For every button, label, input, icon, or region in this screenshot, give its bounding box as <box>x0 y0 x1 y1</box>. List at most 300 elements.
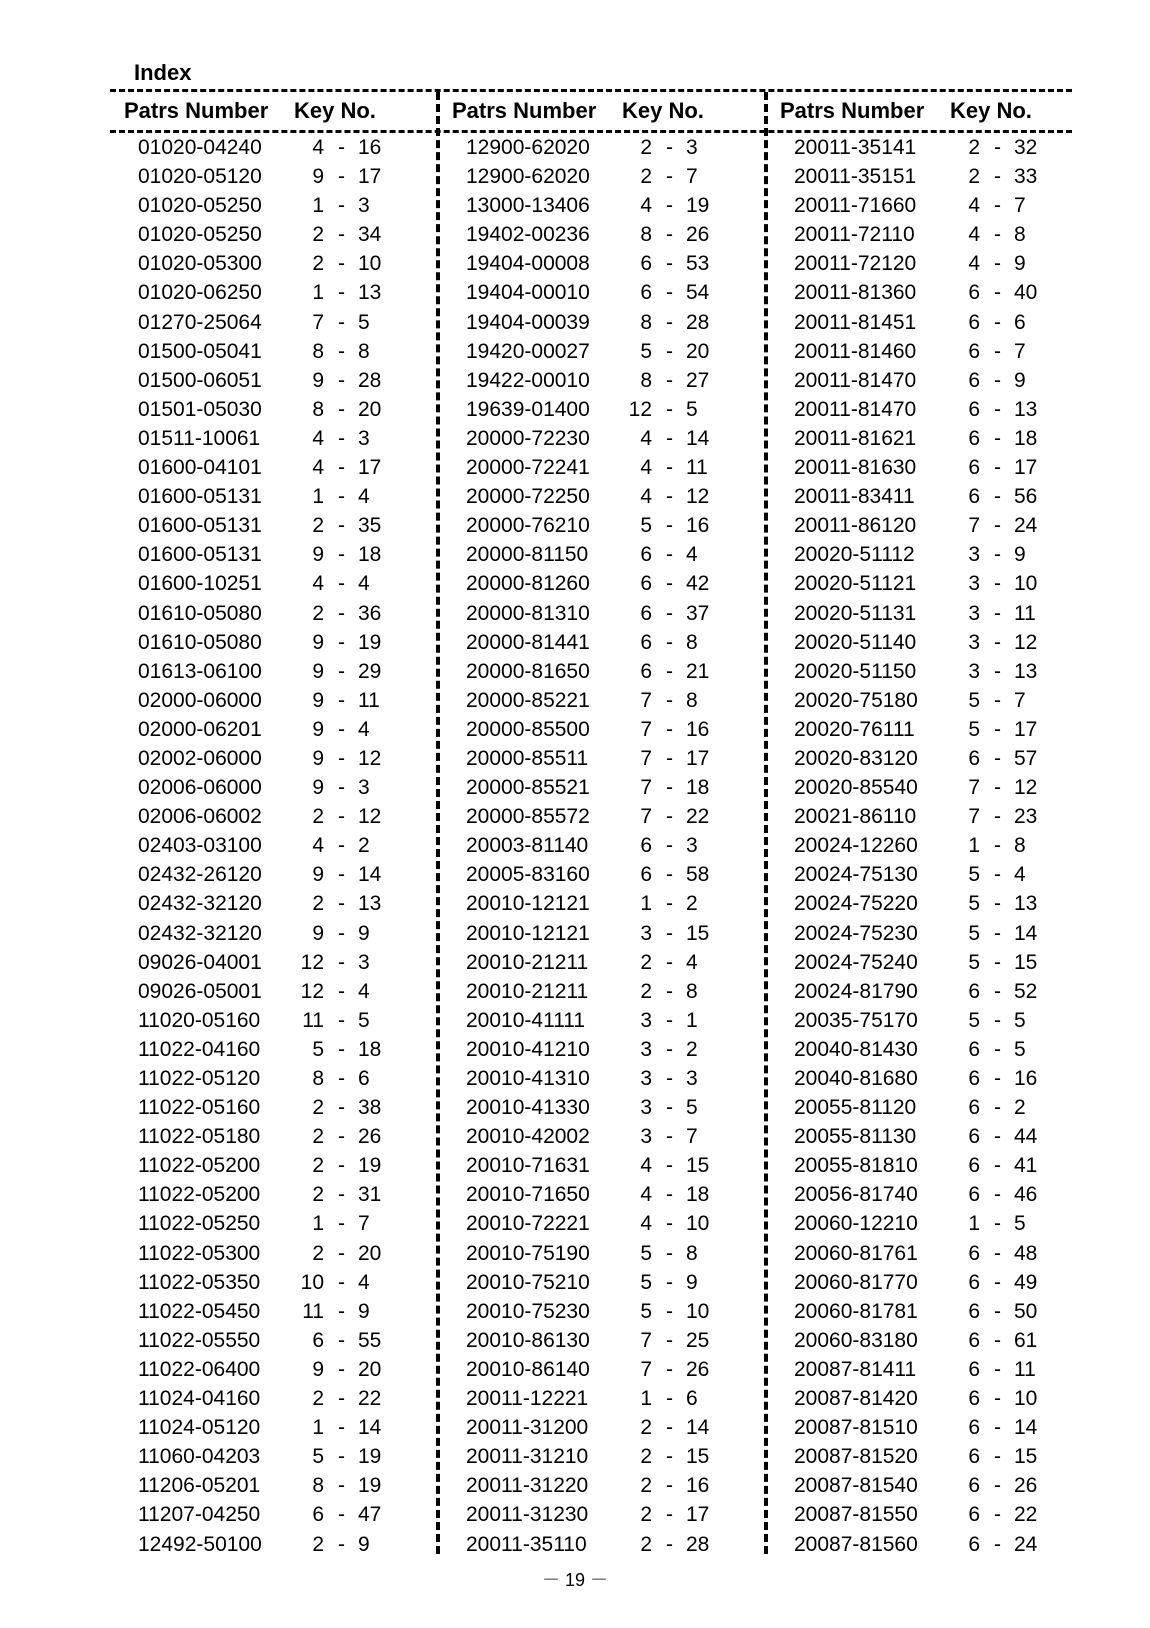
key-separator: - <box>994 1037 1001 1061</box>
key-item: 54 <box>686 281 710 305</box>
key-figure: 5 <box>968 1008 980 1032</box>
part-number: 11022-05250 <box>138 1212 261 1236</box>
key-separator: - <box>338 310 345 334</box>
key-item: 48 <box>1014 1241 1038 1265</box>
key-separator: - <box>666 1416 673 1440</box>
key-figure: 2 <box>640 979 652 1003</box>
key-figure: 4 <box>312 572 324 596</box>
key-figure: 2 <box>312 1125 324 1149</box>
key-separator: - <box>338 1125 345 1149</box>
part-number: 20011-31200 <box>466 1416 589 1440</box>
key-figure: 6 <box>968 1387 980 1411</box>
part-number: 11022-05200 <box>138 1183 261 1207</box>
part-number: 12492-50100 <box>138 1532 262 1556</box>
key-item: 6 <box>358 1067 370 1090</box>
part-number: 01020-05250 <box>138 223 262 247</box>
part-number: 01600-05131 <box>138 543 262 567</box>
key-separator: - <box>666 1067 673 1090</box>
part-number: 20020-51131 <box>794 601 917 625</box>
key-figure: 6 <box>968 1096 980 1120</box>
key-figure: 2 <box>640 1416 652 1440</box>
key-separator: - <box>994 776 1001 800</box>
key-item: 17 <box>358 165 382 189</box>
part-number: 20010-41330 <box>466 1096 590 1120</box>
key-figure: 3 <box>640 921 652 945</box>
key-separator: - <box>666 1037 673 1061</box>
key-item: 22 <box>1014 1503 1038 1527</box>
key-item: 3 <box>358 426 370 450</box>
key-figure: 6 <box>640 543 652 567</box>
key-separator: - <box>994 630 1001 654</box>
key-item: 17 <box>358 456 382 480</box>
key-figure: 6 <box>640 630 652 654</box>
key-separator: - <box>666 717 673 741</box>
key-separator: - <box>666 746 673 770</box>
key-figure: 11 <box>302 1008 324 1032</box>
key-separator: - <box>338 746 345 770</box>
key-separator: - <box>994 194 1001 218</box>
key-figure: 2 <box>312 514 324 538</box>
key-separator: - <box>338 776 345 800</box>
key-item: 27 <box>686 368 710 392</box>
part-number: 20020-75180 <box>794 688 918 712</box>
key-separator: - <box>994 1328 1001 1352</box>
key-figure: 4 <box>640 1212 652 1236</box>
part-number: 01501-05030 <box>138 397 262 421</box>
key-figure: 11 <box>302 1299 324 1323</box>
key-item: 52 <box>1014 979 1038 1003</box>
key-separator: - <box>994 456 1001 480</box>
part-number: 20087-81420 <box>794 1387 918 1411</box>
key-figure: 4 <box>312 834 324 858</box>
key-separator: - <box>994 339 1001 363</box>
key-item: 7 <box>358 1212 370 1236</box>
part-number: 20024-75220 <box>794 892 918 916</box>
key-separator: - <box>666 543 673 567</box>
key-figure: 7 <box>640 1357 652 1381</box>
key-figure: 6 <box>968 1125 980 1149</box>
key-item: 20 <box>358 1357 382 1381</box>
key-separator: - <box>666 1474 673 1498</box>
key-item: 9 <box>1014 252 1026 276</box>
part-number: 20020-51150 <box>794 659 917 683</box>
key-figure: 6 <box>968 1503 980 1527</box>
key-separator: - <box>338 165 345 189</box>
key-item: 7 <box>1014 339 1026 363</box>
key-figure: 3 <box>640 1008 652 1032</box>
key-figure: 1 <box>312 485 324 509</box>
key-item: 7 <box>1014 194 1026 218</box>
part-number: 20087-81560 <box>794 1532 918 1556</box>
key-number-header: Key No. <box>622 98 704 123</box>
part-number: 20000-72250 <box>466 485 590 509</box>
key-item: 1 <box>686 1008 698 1032</box>
key-item: 3 <box>358 194 370 218</box>
part-number: 20011-86120 <box>794 514 917 538</box>
key-separator: - <box>338 456 345 480</box>
part-number: 20010-42002 <box>466 1125 590 1149</box>
key-item: 47 <box>358 1503 382 1527</box>
key-item: 7 <box>686 165 698 189</box>
key-item: 14 <box>358 863 382 887</box>
key-item: 3 <box>686 136 698 159</box>
key-figure: 2 <box>312 223 324 247</box>
key-separator: - <box>338 339 345 363</box>
key-separator: - <box>994 1474 1001 1498</box>
part-number: 11060-04203 <box>138 1445 261 1469</box>
part-number: 20010-12121 <box>466 892 590 916</box>
key-separator: - <box>338 194 345 218</box>
key-figure: 6 <box>968 1328 980 1352</box>
key-item: 14 <box>1014 1416 1038 1440</box>
key-separator: - <box>994 1096 1001 1120</box>
key-figure: 2 <box>312 892 324 916</box>
part-number: 20010-21211 <box>466 950 589 974</box>
part-number: 20040-81680 <box>794 1067 918 1090</box>
key-item: 9 <box>358 921 370 945</box>
key-figure: 6 <box>968 1445 980 1469</box>
key-item: 18 <box>686 776 710 800</box>
key-figure: 5 <box>640 1299 652 1323</box>
key-figure: 12 <box>628 397 652 421</box>
key-item: 9 <box>1014 543 1026 567</box>
part-number: 20010-75190 <box>466 1241 590 1265</box>
key-separator: - <box>994 1357 1001 1381</box>
key-figure: 6 <box>968 1474 980 1498</box>
part-number: 20010-75210 <box>466 1270 590 1294</box>
key-figure: 6 <box>968 1416 980 1440</box>
key-separator: - <box>666 485 673 509</box>
part-number: 11022-05300 <box>138 1241 261 1265</box>
part-number: 20000-81650 <box>466 659 590 683</box>
part-number: 20010-75230 <box>466 1299 590 1323</box>
key-separator: - <box>666 659 673 683</box>
key-figure: 1 <box>968 1212 980 1236</box>
part-number: 02432-32120 <box>138 921 262 945</box>
key-item: 4 <box>686 950 698 974</box>
key-separator: - <box>666 776 673 800</box>
key-separator: - <box>994 368 1001 392</box>
key-item: 4 <box>1014 863 1026 887</box>
key-separator: - <box>338 426 345 450</box>
key-figure: 5 <box>312 1037 324 1061</box>
key-figure: 2 <box>968 165 980 189</box>
key-separator: - <box>338 368 345 392</box>
key-item: 53 <box>686 252 710 276</box>
key-figure: 8 <box>312 1474 324 1498</box>
key-separator: - <box>666 1212 673 1236</box>
key-separator: - <box>338 1416 345 1440</box>
part-number: 20010-72221 <box>466 1212 590 1236</box>
key-figure: 10 <box>300 1270 324 1294</box>
key-figure: 1 <box>312 281 324 305</box>
key-separator: - <box>338 1037 345 1061</box>
key-separator: - <box>338 1270 345 1294</box>
part-number: 20040-81430 <box>794 1037 918 1061</box>
key-item: 11 <box>358 688 380 712</box>
part-number: 20000-85521 <box>466 776 590 800</box>
key-item: 16 <box>686 514 710 538</box>
part-number: 20055-81810 <box>794 1154 918 1178</box>
key-figure: 5 <box>968 950 980 974</box>
key-figure: 5 <box>968 688 980 712</box>
key-item: 38 <box>358 1096 382 1120</box>
key-separator: - <box>666 630 673 654</box>
key-figure: 2 <box>312 1532 324 1556</box>
part-number: 01613-06100 <box>138 659 262 683</box>
part-number: 20055-81130 <box>794 1125 917 1149</box>
key-separator: - <box>666 1299 673 1323</box>
key-figure: 2 <box>640 950 652 974</box>
key-separator: - <box>338 1474 345 1498</box>
key-figure: 6 <box>968 368 980 392</box>
key-separator: - <box>338 1008 345 1032</box>
key-figure: 6 <box>640 863 652 887</box>
key-separator: - <box>994 1125 1001 1149</box>
key-item: 5 <box>1014 1037 1026 1061</box>
key-item: 3 <box>686 834 698 858</box>
part-number: 11024-05120 <box>138 1416 261 1440</box>
part-number: 20011-35151 <box>794 165 917 189</box>
key-item: 12 <box>358 805 382 829</box>
key-separator: - <box>994 659 1001 683</box>
key-separator: - <box>994 892 1001 916</box>
key-figure: 7 <box>640 1328 652 1352</box>
key-separator: - <box>338 805 345 829</box>
key-separator: - <box>666 252 673 276</box>
key-item: 42 <box>686 572 710 596</box>
key-separator: - <box>338 659 345 683</box>
key-figure: 2 <box>640 1532 652 1556</box>
key-item: 5 <box>686 1096 698 1120</box>
part-number: 20011-81621 <box>794 426 917 450</box>
key-figure: 3 <box>640 1125 652 1149</box>
part-number: 20000-76210 <box>466 514 590 538</box>
key-figure: 5 <box>640 339 652 363</box>
key-separator: - <box>338 979 345 1003</box>
key-figure: 6 <box>968 1067 980 1090</box>
key-item: 8 <box>358 339 370 363</box>
part-number: 01500-06051 <box>138 368 262 392</box>
key-figure: 7 <box>640 717 652 741</box>
part-number-header: Patrs Number <box>124 98 269 123</box>
key-figure: 7 <box>640 688 652 712</box>
key-separator: - <box>666 514 673 538</box>
part-number: 20087-81520 <box>794 1445 918 1469</box>
key-item: 3 <box>358 950 370 974</box>
key-separator: - <box>994 950 1001 974</box>
key-item: 19 <box>358 1474 382 1498</box>
key-item: 10 <box>686 1212 710 1236</box>
key-item: 17 <box>1014 717 1038 741</box>
part-number: 20021-86110 <box>794 805 917 829</box>
key-item: 26 <box>1014 1474 1038 1498</box>
key-item: 10 <box>1014 1387 1038 1411</box>
key-figure: 9 <box>312 543 324 567</box>
key-figure: 6 <box>968 1532 980 1556</box>
key-separator: - <box>338 863 345 887</box>
part-number: 20010-21211 <box>466 979 589 1003</box>
key-figure: 1 <box>968 834 980 858</box>
part-number: 11022-05180 <box>138 1125 261 1149</box>
key-item: 10 <box>1014 572 1038 596</box>
part-number: 01270-25064 <box>138 310 262 334</box>
key-separator: - <box>666 892 673 916</box>
part-number: 01500-05041 <box>138 339 262 363</box>
part-number: 19639-01400 <box>466 397 590 421</box>
key-item: 61 <box>1014 1328 1038 1352</box>
key-figure: 6 <box>640 281 652 305</box>
key-separator: - <box>666 1357 673 1381</box>
key-item: 24 <box>1014 1532 1038 1556</box>
key-separator: - <box>666 368 673 392</box>
key-figure: 6 <box>968 746 980 770</box>
part-number: 20024-75240 <box>794 950 918 974</box>
page-title: Index <box>134 60 192 85</box>
part-number: 20000-85221 <box>466 688 590 712</box>
key-item: 22 <box>358 1387 382 1411</box>
part-number: 11207-04250 <box>138 1503 261 1527</box>
key-figure: 6 <box>968 397 980 421</box>
part-number: 01600-04101 <box>138 456 262 480</box>
key-separator: - <box>994 543 1001 567</box>
key-separator: - <box>994 1154 1001 1178</box>
part-number: 20011-72110 <box>794 223 915 247</box>
part-number: 20020-51112 <box>794 543 915 567</box>
key-separator: - <box>666 1241 673 1265</box>
key-item: 13 <box>358 281 382 305</box>
part-number: 02403-03100 <box>138 834 262 858</box>
part-number: 02000-06000 <box>138 688 262 712</box>
part-number-header: Patrs Number <box>452 98 597 123</box>
part-number: 20035-75170 <box>794 1008 918 1032</box>
key-figure: 6 <box>968 310 980 334</box>
part-number: 20011-72120 <box>794 252 917 276</box>
key-figure: 9 <box>312 863 324 887</box>
key-item: 9 <box>358 1532 370 1556</box>
key-figure: 6 <box>640 252 652 276</box>
part-number: 11022-05450 <box>138 1299 261 1323</box>
key-figure: 2 <box>312 1096 324 1120</box>
key-separator: - <box>666 572 673 596</box>
part-number: 11022-05550 <box>138 1328 261 1352</box>
key-item: 7 <box>686 1125 698 1149</box>
key-figure: 9 <box>312 630 324 654</box>
part-number: 02002-06000 <box>138 746 262 770</box>
part-number: 20011-31220 <box>466 1474 589 1498</box>
part-number: 20010-41111 <box>466 1008 586 1032</box>
part-number: 02432-32120 <box>138 892 262 916</box>
key-figure: 6 <box>968 456 980 480</box>
part-number: 20087-81550 <box>794 1503 918 1527</box>
key-item: 4 <box>358 572 370 596</box>
part-number: 09026-05001 <box>138 979 262 1003</box>
key-item: 15 <box>1014 950 1038 974</box>
key-item: 15 <box>1014 1445 1038 1469</box>
key-item: 28 <box>686 310 710 334</box>
key-figure: 9 <box>312 368 324 392</box>
key-figure: 6 <box>968 281 980 305</box>
key-item: 16 <box>686 1474 710 1498</box>
key-separator: - <box>666 688 673 712</box>
key-figure: 6 <box>968 1241 980 1265</box>
key-item: 13 <box>1014 397 1038 421</box>
key-item: 13 <box>358 892 382 916</box>
part-number: 20060-81770 <box>794 1270 918 1294</box>
key-separator: - <box>666 1096 673 1120</box>
key-item: 10 <box>358 252 382 276</box>
key-item: 16 <box>1014 1067 1038 1090</box>
key-separator: - <box>994 1241 1001 1265</box>
key-separator: - <box>994 601 1001 625</box>
key-figure: 6 <box>968 339 980 363</box>
part-number: 20055-81120 <box>794 1096 917 1120</box>
key-figure: 3 <box>968 572 980 596</box>
part-number: 20087-81411 <box>794 1357 917 1381</box>
part-number: 20011-35110 <box>466 1532 587 1556</box>
part-number: 20011-81360 <box>794 281 917 305</box>
key-figure: 7 <box>968 514 980 538</box>
part-number: 20060-12210 <box>794 1212 918 1236</box>
key-figure: 4 <box>968 252 980 276</box>
key-figure: 9 <box>312 717 324 741</box>
key-separator: - <box>994 1183 1001 1207</box>
key-item: 5 <box>1014 1008 1026 1032</box>
key-figure: 8 <box>312 397 324 421</box>
key-separator: - <box>666 456 673 480</box>
key-figure: 6 <box>968 1183 980 1207</box>
key-figure: 9 <box>312 1357 324 1381</box>
key-figure: 8 <box>640 368 652 392</box>
key-separator: - <box>338 1067 345 1090</box>
key-item: 19 <box>686 194 710 218</box>
key-figure: 6 <box>312 1328 324 1352</box>
key-separator: - <box>338 630 345 654</box>
key-separator: - <box>338 1212 345 1236</box>
key-figure: 12 <box>300 950 324 974</box>
key-item: 15 <box>686 1154 710 1178</box>
key-figure: 7 <box>640 746 652 770</box>
part-number: 20000-81441 <box>466 630 590 654</box>
key-item: 2 <box>1014 1096 1026 1120</box>
part-number: 20011-83411 <box>794 485 915 509</box>
key-item: 14 <box>358 1416 382 1440</box>
key-separator: - <box>666 805 673 829</box>
part-number: 02432-26120 <box>138 863 262 887</box>
part-number: 11022-05160 <box>138 1096 261 1120</box>
key-item: 32 <box>1014 136 1038 159</box>
key-item: 16 <box>686 717 710 741</box>
key-figure: 8 <box>312 339 324 363</box>
column-divider <box>764 92 768 1554</box>
key-separator: - <box>994 223 1001 247</box>
part-number: 02006-06002 <box>138 805 262 829</box>
part-number: 20060-81761 <box>794 1241 918 1265</box>
key-item: 15 <box>686 921 710 945</box>
key-separator: - <box>994 1270 1001 1294</box>
part-number: 20011-81451 <box>794 310 917 334</box>
key-figure: 2 <box>312 1241 324 1265</box>
key-separator: - <box>338 950 345 974</box>
key-separator: - <box>338 514 345 538</box>
key-item: 8 <box>686 688 698 712</box>
key-figure: 6 <box>312 1503 324 1527</box>
part-number: 11022-06400 <box>138 1357 261 1381</box>
key-figure: 8 <box>640 223 652 247</box>
header-bottom-rule <box>110 130 1072 133</box>
key-separator: - <box>994 863 1001 887</box>
key-item: 22 <box>686 805 710 829</box>
